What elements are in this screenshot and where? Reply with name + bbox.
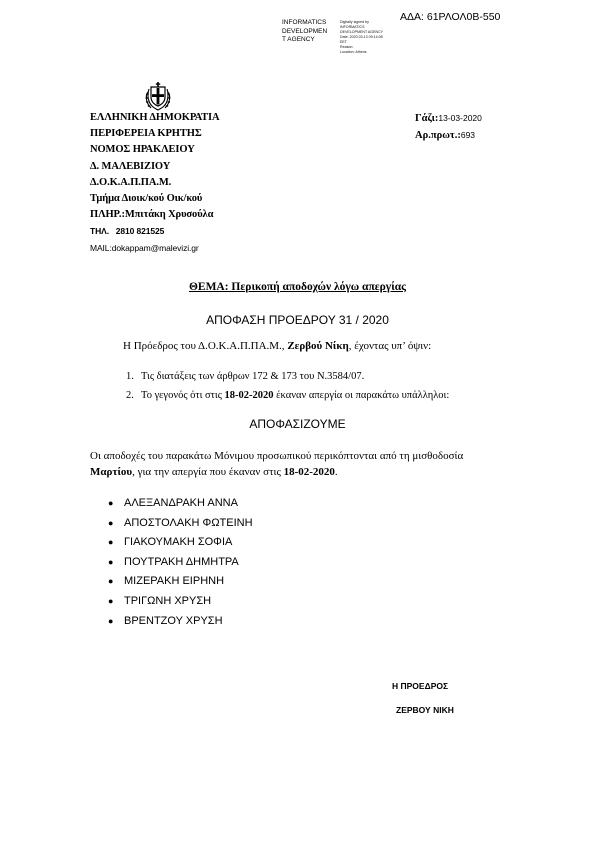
document-date xyxy=(415,110,482,127)
document-meta xyxy=(415,110,482,144)
telephone-value: 2810 821525 xyxy=(115,226,165,237)
signatory-name: ΖΕΡΒΟΥ ΝΙΚΗ xyxy=(396,705,454,715)
paragraph-text: . xyxy=(334,465,338,478)
item-number: 2. xyxy=(126,390,134,401)
strike-date: 18-02-2020 xyxy=(224,390,274,401)
employee-name: ΜΙΖΕΡΑΚΗ ΕΙΡΗΝΗ xyxy=(124,575,225,588)
date-value: 13-03-2020 xyxy=(438,113,482,123)
signatory-title: Η ΠΡΟΕΔΡΟΣ xyxy=(392,681,449,691)
protocol-label: Αρ.πρωτ.: xyxy=(415,130,461,142)
decide-heading: ΑΠΟΦΑΣΙΖΟΥΜΕ xyxy=(249,417,346,431)
decision-paragraph xyxy=(90,449,510,480)
bullet-icon: ● xyxy=(108,556,114,567)
payroll-month: Μαρτίου xyxy=(90,465,133,478)
bullet-icon: ● xyxy=(108,537,114,548)
greek-coat-of-arms-icon xyxy=(143,80,173,112)
paragraph-text: , για την απεργία που έκαναν στις xyxy=(132,465,284,478)
protocol-number xyxy=(415,127,482,144)
header-line: Τμήμα Διοικ/κού Οικ/κού xyxy=(90,193,203,205)
digital-signature-block xyxy=(340,20,383,55)
employee-name: ΓΙΑΚΟΥΜΑΚΗ ΣΟΦΙΑ xyxy=(124,536,233,549)
employee-list xyxy=(108,494,253,631)
signature-line: INFORMATICS xyxy=(340,25,365,29)
email: MAIL:dokappam@malevizi.gr xyxy=(90,242,199,253)
bullet-icon: ● xyxy=(108,498,114,508)
header-line: ΝΟΜΟΣ ΗΡΑΚΛΕΙΟΥ xyxy=(90,144,195,156)
signature-line: EET xyxy=(340,40,347,44)
intro-sentence xyxy=(123,340,431,352)
intro-text: Η Πρόεδρος του Δ.Ο.Κ.Α.Π.ΠΑ.Μ., xyxy=(123,340,288,352)
list-item xyxy=(108,572,253,592)
intro-text: , έχοντας υπ’ όψιν: xyxy=(348,340,432,352)
signature-line: Digitally signed by xyxy=(340,20,369,24)
ida-line: T AGENCY xyxy=(282,36,315,43)
bullet-icon: ● xyxy=(108,576,114,587)
employee-name: ΑΠΟΣΤΟΛΑΚΗ ΦΩΤΕΙΝΗ xyxy=(124,516,253,529)
header-line: Δ. ΜΑΛΕΒΙΖΙΟΥ xyxy=(90,160,171,172)
bullet-icon: ● xyxy=(108,615,114,626)
bullet-icon: ● xyxy=(108,517,114,528)
list-item xyxy=(108,553,253,573)
decision-title: ΑΠΟΦΑΣΗ ΠΡΟΕΔΡΟΥ 31 / 2020 xyxy=(206,313,389,327)
item-text: Τις διατάξεις των άρθρων 172 & 173 του Ν.3584/07. xyxy=(141,371,365,382)
ada-code: ΑΔΑ: 61ΡΛΟΛ0Β-550 xyxy=(400,11,501,23)
employee-name: ΑΛΕΞΑΝΔΡΑΚΗ ΑΝΝΑ xyxy=(124,497,238,509)
date-label: Γάζι: xyxy=(415,113,439,124)
list-item xyxy=(126,386,449,405)
considerations-list xyxy=(126,367,449,405)
issuer-header xyxy=(90,110,219,256)
item-number: 1. xyxy=(126,371,134,382)
header-line: ΠΕΡΙΦΕΡΕΙΑ ΚΡΗΤΗΣ xyxy=(90,128,202,140)
item-text: Το γεγονός ότι στις xyxy=(141,390,225,401)
list-item xyxy=(108,592,253,612)
header-line: ΕΛΛΗΝΙΚΗ ΔΗΜΟΚΡΑΤΙΑ xyxy=(90,112,220,123)
list-item xyxy=(126,367,449,386)
header-line: Δ.Ο.Κ.Α.Π.ΠΑ.Μ. xyxy=(90,176,172,188)
header-line: ΠΛΗΡ.:Μπιτάκη Χρυσούλα xyxy=(90,209,214,221)
ida-line: DEVELOPMEN xyxy=(282,27,328,35)
signature-line: DEVELOPMENT AGENCY xyxy=(340,30,384,34)
telephone-label: ΤΗΛ. xyxy=(90,226,109,237)
list-item xyxy=(108,612,253,632)
strike-date: 18-02-2020 xyxy=(283,465,335,478)
list-item xyxy=(108,533,253,553)
employee-name: ΒΡΕΝΤΖΟΥ ΧΡΥΣΗ xyxy=(124,614,223,627)
list-item xyxy=(108,494,253,514)
telephone xyxy=(90,223,219,239)
protocol-value: 693 xyxy=(460,130,476,141)
list-item xyxy=(108,514,253,534)
employee-name: ΠΟΥΤΡΑΚΗ ΔΗΜΗΤΡΑ xyxy=(124,555,239,568)
signature-line: Location: Athens xyxy=(340,50,367,54)
paragraph-text: Οι αποδοχές του παρακάτω Μόνιμου προσωπικού περικόπτονται από τη μισθοδοσία xyxy=(90,450,464,462)
ida-stamp xyxy=(282,19,327,45)
employee-name: ΤΡΙΓΩΝΗ ΧΡΥΣΗ xyxy=(124,594,212,607)
bullet-icon: ● xyxy=(108,595,114,606)
ida-line: INFORMATICS xyxy=(282,19,327,26)
signature-line: Reason: xyxy=(340,45,354,49)
document-subject: ΘΕΜΑ: Περικοπή αποδοχών λόγω απεργίας xyxy=(188,281,407,293)
item-text: έκαναν απεργία οι παρακάτω υπάλληλοι: xyxy=(273,390,450,401)
signature-line: Date: 2020.03.13 09:14:08 xyxy=(340,35,383,39)
president-name: Ζερβού Νίκη xyxy=(287,340,349,352)
